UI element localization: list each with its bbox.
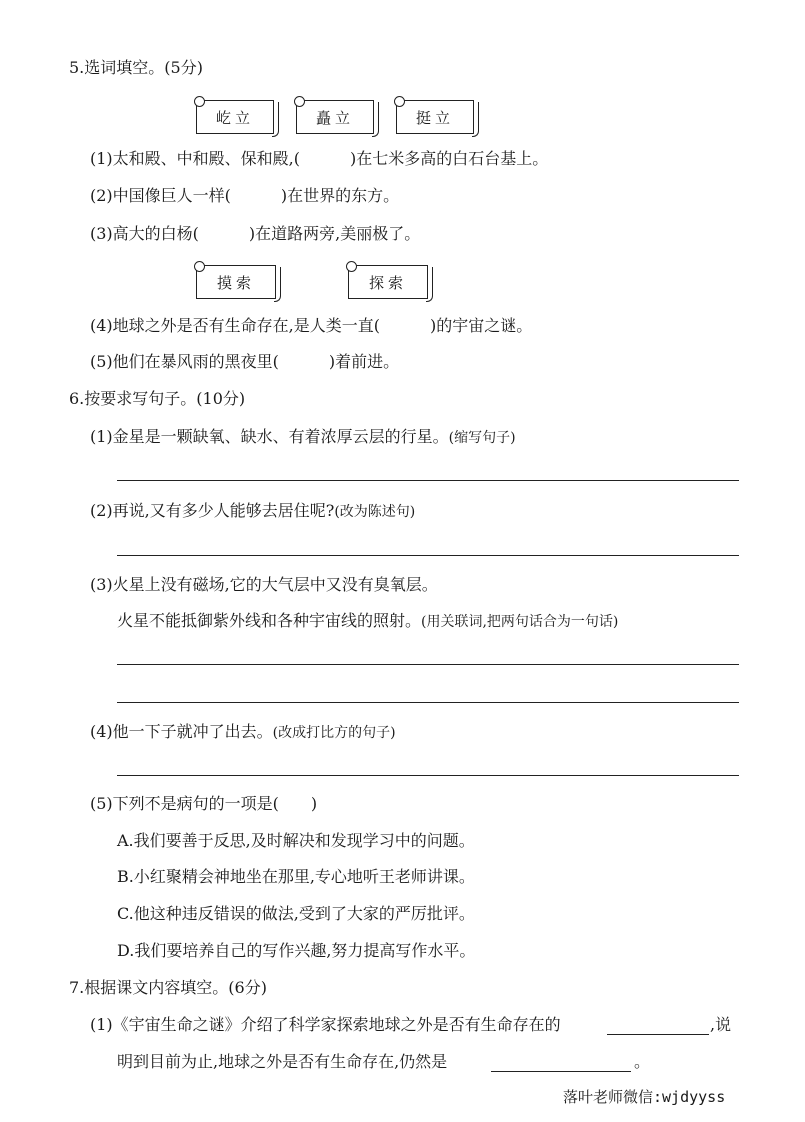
answer-line-q7-1[interactable] <box>607 1034 709 1035</box>
q7-line-1: (1)《宇宙生命之谜》介绍了科学家探索地球之外是否有生命存在的 <box>90 1015 561 1034</box>
word-card-1: 屹立 <box>196 100 274 134</box>
answer-line-q7-2[interactable] <box>491 1071 631 1072</box>
q7-line-2: 明到目前为止,地球之外是否有生命存在,仍然是 <box>117 1052 448 1071</box>
q7-title: 7.根据课文内容填空。(6分) <box>69 978 267 997</box>
q5-item-4: (4)地球之外是否有生命存在,是人类一直( )的宇宙之谜。 <box>90 316 533 335</box>
q6-sentence-3: (3)火星上没有磁场,它的大气层中又没有臭氧层。 <box>90 575 438 594</box>
word-card-5: 探索 <box>348 265 428 299</box>
word-card-3: 挺立 <box>396 100 474 134</box>
answer-line-4[interactable] <box>117 775 739 776</box>
q6-sentence-5: (5)下列不是病句的一项是( ) <box>90 794 318 813</box>
option-c[interactable]: C.他这种违反错误的做法,受到了大家的严厉批评。 <box>117 904 475 923</box>
option-b[interactable]: B.小红聚精会神地坐在那里,专心地听王老师讲课。 <box>117 867 475 886</box>
q6-sentence-2: (2)再说,又有多少人能够去居住呢?(改为陈述句) <box>90 501 416 520</box>
q5-item-3: (3)高大的白杨( )在道路两旁,美丽极了。 <box>90 224 421 243</box>
q6-note-2: (改为陈述句) <box>334 504 416 520</box>
option-d[interactable]: D.我们要培养自己的写作兴趣,努力提高写作水平。 <box>117 941 476 960</box>
q5-item-1: (1)太和殿、中和殿、保和殿,( )在七米多高的白石台基上。 <box>90 149 549 168</box>
q6-sentence-4: (4)他一下子就冲了出去。(改成打比方的句子) <box>90 722 396 741</box>
q6-note-3: (用关联词,把两句话合为一句话) <box>421 614 619 630</box>
q5-item-5: (5)他们在暴风雨的黑夜里( )着前进。 <box>90 352 400 371</box>
q6-note-1: (缩写句子) <box>448 430 516 446</box>
answer-line-3b[interactable] <box>117 702 739 703</box>
q5-title: 5.选词填空。(5分) <box>69 58 203 77</box>
word-card-4: 摸索 <box>196 265 276 299</box>
q6-title: 6.按要求写句子。(10分) <box>69 389 246 408</box>
answer-line-1[interactable] <box>117 480 739 481</box>
watermark: 落叶老师微信:wjdyyss <box>563 1088 726 1106</box>
q7-line-2-end: 。 <box>634 1052 651 1071</box>
answer-line-2[interactable] <box>117 555 739 556</box>
answer-line-3a[interactable] <box>117 664 739 665</box>
q6-note-4: (改成打比方的句子) <box>272 725 396 741</box>
q6-sentence-3b: 火星不能抵御紫外线和各种宇宙线的照射。(用关联词,把两句话合为一句话) <box>117 611 619 630</box>
q6-sentence-1: (1)金星是一颗缺氧、缺水、有着浓厚云层的行星。(缩写句子) <box>90 427 516 446</box>
q7-line-1-end: ,说 <box>710 1015 732 1034</box>
q5-item-2: (2)中国像巨人一样( )在世界的东方。 <box>90 186 400 205</box>
word-card-2: 矗立 <box>296 100 374 134</box>
option-a[interactable]: A.我们要善于反思,及时解决和发现学习中的问题。 <box>117 831 475 850</box>
